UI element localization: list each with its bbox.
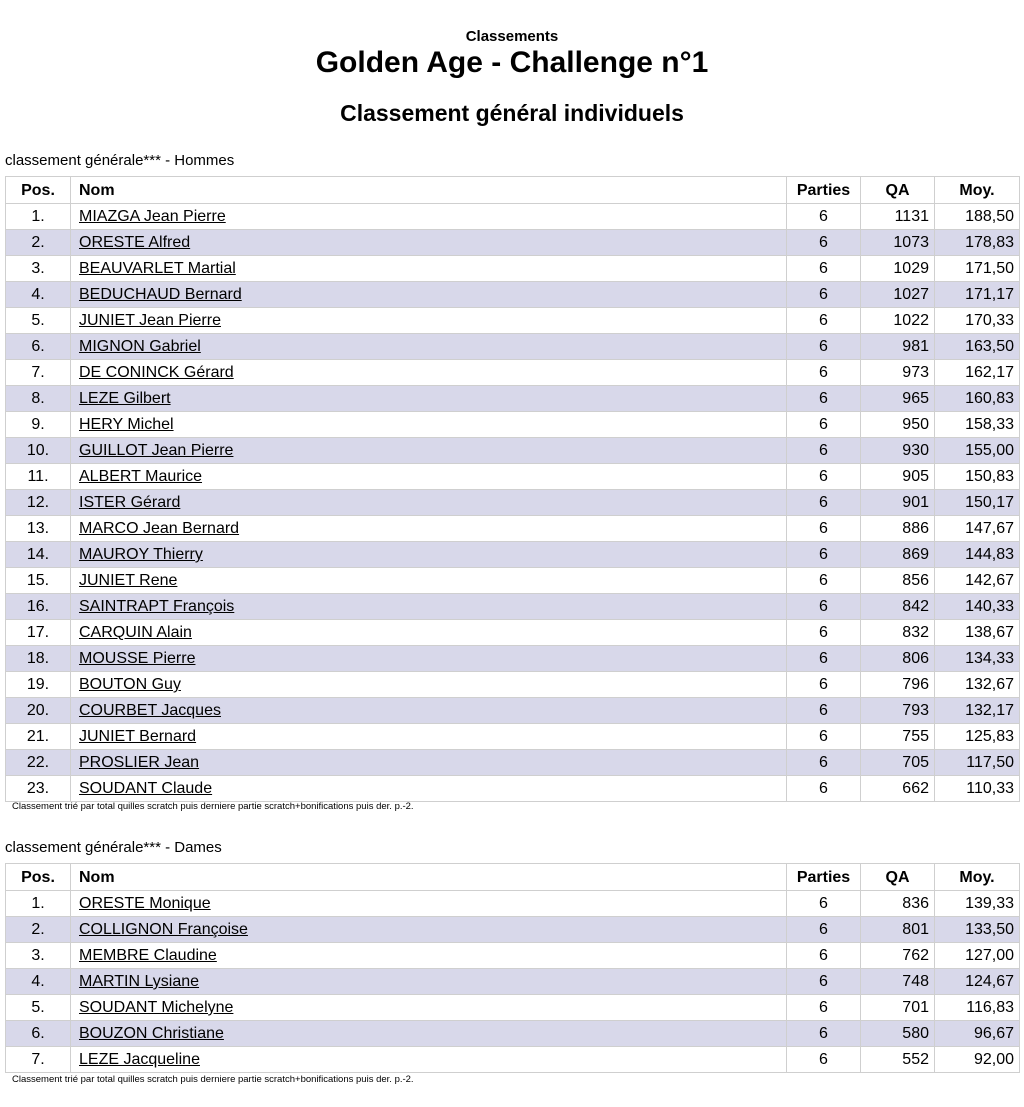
table-row: [6, 204, 1020, 230]
cell-nom: [71, 1047, 787, 1073]
table-row: [6, 542, 1020, 568]
cell-qa: 662: [861, 776, 935, 802]
player-link[interactable]: MOUSSE Pierre: [79, 650, 196, 667]
table-row: [6, 412, 1020, 438]
cell-moy: 139,33: [935, 891, 1020, 917]
player-link[interactable]: BEDUCHAUD Bernard: [79, 286, 242, 303]
cell-qa: 886: [861, 516, 935, 542]
cell-moy: 171,50: [935, 256, 1020, 282]
cell-qa: 1073: [861, 230, 935, 256]
cell-nom: [71, 334, 787, 360]
cell-parties: 6: [787, 204, 861, 230]
cell-pos: 17.: [6, 620, 71, 646]
table-row: [6, 464, 1020, 490]
cell-parties: 6: [787, 917, 861, 943]
cell-moy: 171,17: [935, 282, 1020, 308]
cell-parties: 6: [787, 1021, 861, 1047]
cell-parties: 6: [787, 620, 861, 646]
cell-pos: 2.: [6, 917, 71, 943]
table-row: [6, 724, 1020, 750]
cell-moy: 155,00: [935, 438, 1020, 464]
cell-pos: 23.: [6, 776, 71, 802]
table-row: [6, 776, 1020, 802]
table-row: [6, 620, 1020, 646]
cell-parties: 6: [787, 438, 861, 464]
cell-nom: [71, 750, 787, 776]
cell-qa: 905: [861, 464, 935, 490]
table-row: [6, 516, 1020, 542]
player-link[interactable]: LEZE Jacqueline: [79, 1051, 200, 1068]
cell-qa: 762: [861, 943, 935, 969]
col-header-parties[interactable]: Parties: [787, 864, 861, 891]
table-row: [6, 594, 1020, 620]
table-row: [6, 891, 1020, 917]
table-row: [6, 943, 1020, 969]
table-row: [6, 438, 1020, 464]
cell-moy: 158,33: [935, 412, 1020, 438]
col-header-qa[interactable]: QA: [861, 177, 935, 204]
cell-parties: 6: [787, 594, 861, 620]
player-link[interactable]: DE CONINCK Gérard: [79, 364, 234, 381]
table-row: [6, 334, 1020, 360]
cell-nom: [71, 568, 787, 594]
cell-nom: [71, 724, 787, 750]
table-row: [6, 490, 1020, 516]
cell-nom: [71, 308, 787, 334]
cell-moy: 144,83: [935, 542, 1020, 568]
cell-moy: 150,17: [935, 490, 1020, 516]
cell-nom: [71, 646, 787, 672]
cell-qa: 930: [861, 438, 935, 464]
cell-parties: 6: [787, 516, 861, 542]
cell-pos: 8.: [6, 386, 71, 412]
cell-qa: 755: [861, 724, 935, 750]
cell-pos: 6.: [6, 334, 71, 360]
cell-parties: 6: [787, 969, 861, 995]
table-row: [6, 698, 1020, 724]
cell-parties: 6: [787, 230, 861, 256]
player-link[interactable]: BOUTON Guy: [79, 676, 181, 693]
cell-parties: 6: [787, 360, 861, 386]
cell-parties: 6: [787, 282, 861, 308]
cell-moy: 178,83: [935, 230, 1020, 256]
cell-qa: 842: [861, 594, 935, 620]
table-row: [6, 969, 1020, 995]
cell-pos: 13.: [6, 516, 71, 542]
cell-pos: 16.: [6, 594, 71, 620]
cell-qa: 950: [861, 412, 935, 438]
cell-qa: 1027: [861, 282, 935, 308]
cell-pos: 5.: [6, 308, 71, 334]
cell-qa: 552: [861, 1047, 935, 1073]
table-row: [6, 230, 1020, 256]
section-label-hommes: classement générale*** - Hommes: [5, 152, 235, 169]
cell-pos: 7.: [6, 360, 71, 386]
player-link[interactable]: CARQUIN Alain: [79, 624, 192, 641]
table-row: [6, 568, 1020, 594]
cell-pos: 6.: [6, 1021, 71, 1047]
cell-nom: [71, 917, 787, 943]
cell-nom: [71, 672, 787, 698]
cell-parties: 6: [787, 672, 861, 698]
cell-parties: 6: [787, 256, 861, 282]
cell-moy: 110,33: [935, 776, 1020, 802]
cell-nom: [71, 412, 787, 438]
player-link[interactable]: JUNIET Bernard: [79, 728, 197, 745]
cell-moy: 117,50: [935, 750, 1020, 776]
player-link[interactable]: MARTIN Lysiane: [79, 973, 200, 990]
cell-parties: 6: [787, 995, 861, 1021]
player-link[interactable]: MAUROY Thierry: [79, 546, 203, 563]
table-header-row: [6, 864, 1020, 891]
cell-nom: [71, 386, 787, 412]
player-link[interactable]: MARCO Jean Bernard: [79, 520, 240, 537]
cell-parties: 6: [787, 1047, 861, 1073]
cell-nom: [71, 891, 787, 917]
cell-parties: 6: [787, 750, 861, 776]
cell-qa: 701: [861, 995, 935, 1021]
cell-moy: 188,50: [935, 204, 1020, 230]
cell-qa: 832: [861, 620, 935, 646]
cell-moy: 138,67: [935, 620, 1020, 646]
cell-pos: 14.: [6, 542, 71, 568]
cell-qa: 965: [861, 386, 935, 412]
cell-parties: 6: [787, 568, 861, 594]
cell-moy: 125,83: [935, 724, 1020, 750]
cell-moy: 92,00: [935, 1047, 1020, 1073]
col-header-moy[interactable]: Moy.: [935, 864, 1020, 891]
cell-nom: [71, 256, 787, 282]
player-link[interactable]: PROSLIER Jean: [79, 754, 200, 771]
cell-moy: 124,67: [935, 969, 1020, 995]
player-link[interactable]: COURBET Jacques: [79, 702, 221, 719]
cell-parties: 6: [787, 412, 861, 438]
cell-pos: 18.: [6, 646, 71, 672]
table-header-row: [6, 177, 1020, 204]
player-link[interactable]: ISTER Gérard: [79, 494, 181, 511]
cell-parties: 6: [787, 776, 861, 802]
cell-qa: 580: [861, 1021, 935, 1047]
col-header-qa[interactable]: QA: [861, 864, 935, 891]
cell-parties: 6: [787, 943, 861, 969]
table-row: [6, 750, 1020, 776]
player-link[interactable]: GUILLOT Jean Pierre: [79, 442, 234, 459]
table-row: [6, 282, 1020, 308]
col-header-moy[interactable]: Moy.: [935, 177, 1020, 204]
cell-nom: [71, 542, 787, 568]
player-link[interactable]: ORESTE Alfred: [79, 234, 191, 251]
cell-qa: 705: [861, 750, 935, 776]
cell-pos: 5.: [6, 995, 71, 1021]
section-label-dames: classement générale*** - Dames: [5, 839, 222, 856]
cell-moy: 170,33: [935, 308, 1020, 334]
col-header-nom[interactable]: Nom: [71, 177, 787, 204]
ranking-table-dames: [5, 863, 1020, 1073]
cell-moy: 142,67: [935, 568, 1020, 594]
cell-parties: 6: [787, 724, 861, 750]
cell-qa: 1029: [861, 256, 935, 282]
cell-pos: 2.: [6, 230, 71, 256]
table-row: [6, 672, 1020, 698]
cell-parties: 6: [787, 698, 861, 724]
cell-pos: 1.: [6, 891, 71, 917]
cell-pos: 4.: [6, 969, 71, 995]
player-link[interactable]: ALBERT Maurice: [79, 468, 203, 485]
cell-nom: [71, 943, 787, 969]
table-row: [6, 1047, 1020, 1073]
cell-qa: 1131: [861, 204, 935, 230]
cell-moy: 163,50: [935, 334, 1020, 360]
cell-moy: 134,33: [935, 646, 1020, 672]
cell-moy: 150,83: [935, 464, 1020, 490]
col-header-pos[interactable]: Pos.: [6, 864, 71, 891]
cell-nom: [71, 230, 787, 256]
col-header-nom[interactable]: Nom: [71, 864, 787, 891]
cell-parties: 6: [787, 542, 861, 568]
cell-moy: 127,00: [935, 943, 1020, 969]
col-header-pos[interactable]: Pos.: [6, 177, 71, 204]
cell-nom: [71, 204, 787, 230]
cell-pos: 15.: [6, 568, 71, 594]
player-link[interactable]: ORESTE Monique: [79, 895, 211, 912]
cell-moy: 133,50: [935, 917, 1020, 943]
page-title: Golden Age - Challenge n°1: [315, 46, 709, 79]
cell-moy: 162,17: [935, 360, 1020, 386]
player-link[interactable]: JUNIET Rene: [79, 572, 178, 589]
cell-qa: 806: [861, 646, 935, 672]
cell-qa: 836: [861, 891, 935, 917]
cell-pos: 7.: [6, 1047, 71, 1073]
player-link[interactable]: BOUZON Christiane: [79, 1025, 224, 1042]
cell-moy: 132,67: [935, 672, 1020, 698]
cell-moy: 160,83: [935, 386, 1020, 412]
cell-nom: [71, 995, 787, 1021]
cell-pos: 20.: [6, 698, 71, 724]
table-row: [6, 308, 1020, 334]
col-header-parties[interactable]: Parties: [787, 177, 861, 204]
page-kicker: Classements: [465, 28, 559, 45]
table-row: [6, 386, 1020, 412]
cell-pos: 19.: [6, 672, 71, 698]
cell-pos: 1.: [6, 204, 71, 230]
cell-qa: 796: [861, 672, 935, 698]
cell-nom: [71, 360, 787, 386]
table-row: [6, 360, 1020, 386]
cell-qa: 801: [861, 917, 935, 943]
cell-moy: 132,17: [935, 698, 1020, 724]
cell-nom: [71, 776, 787, 802]
table-row: [6, 917, 1020, 943]
cell-qa: 869: [861, 542, 935, 568]
cell-moy: 147,67: [935, 516, 1020, 542]
player-link[interactable]: LEZE Gilbert: [79, 390, 171, 407]
cell-parties: 6: [787, 490, 861, 516]
cell-qa: 981: [861, 334, 935, 360]
cell-nom: [71, 1021, 787, 1047]
cell-parties: 6: [787, 334, 861, 360]
player-link[interactable]: MEMBRE Claudine: [79, 947, 217, 964]
cell-pos: 11.: [6, 464, 71, 490]
player-link[interactable]: SOUDANT Michelyne: [79, 999, 234, 1016]
table-row: [6, 1021, 1020, 1047]
cell-qa: 856: [861, 568, 935, 594]
cell-pos: 21.: [6, 724, 71, 750]
cell-nom: [71, 490, 787, 516]
cell-nom: [71, 969, 787, 995]
ranking-table-hommes: [5, 176, 1020, 802]
cell-parties: 6: [787, 646, 861, 672]
cell-nom: [71, 282, 787, 308]
cell-nom: [71, 594, 787, 620]
player-link[interactable]: JUNIET Jean Pierre: [79, 312, 221, 329]
cell-pos: 22.: [6, 750, 71, 776]
cell-pos: 12.: [6, 490, 71, 516]
sort-note-dames: Classement trié par total quilles scratch puis derniere partie scratch+bonifications puis der. p.-2.: [12, 1074, 414, 1085]
cell-nom: [71, 698, 787, 724]
cell-parties: 6: [787, 308, 861, 334]
cell-parties: 6: [787, 891, 861, 917]
cell-parties: 6: [787, 386, 861, 412]
cell-qa: 973: [861, 360, 935, 386]
cell-nom: [71, 464, 787, 490]
cell-pos: 3.: [6, 256, 71, 282]
player-link[interactable]: MIAZGA Jean Pierre: [79, 208, 226, 225]
cell-nom: [71, 620, 787, 646]
player-link[interactable]: SOUDANT Claude: [79, 780, 213, 797]
cell-pos: 4.: [6, 282, 71, 308]
cell-parties: 6: [787, 464, 861, 490]
cell-nom: [71, 516, 787, 542]
cell-pos: 3.: [6, 943, 71, 969]
sort-note-hommes: Classement trié par total quilles scratch puis derniere partie scratch+bonifications puis der. p.-2.: [12, 801, 414, 812]
table-row: [6, 995, 1020, 1021]
player-link[interactable]: SAINTRAPT François: [79, 598, 235, 615]
cell-qa: 793: [861, 698, 935, 724]
player-link[interactable]: HERY Michel: [79, 416, 174, 433]
player-link[interactable]: COLLIGNON Françoise: [79, 921, 248, 938]
player-link[interactable]: MIGNON Gabriel: [79, 338, 201, 355]
cell-moy: 116,83: [935, 995, 1020, 1021]
cell-moy: 96,67: [935, 1021, 1020, 1047]
cell-qa: 748: [861, 969, 935, 995]
table-row: [6, 646, 1020, 672]
cell-pos: 10.: [6, 438, 71, 464]
cell-pos: 9.: [6, 412, 71, 438]
cell-moy: 140,33: [935, 594, 1020, 620]
cell-nom: [71, 438, 787, 464]
player-link[interactable]: BEAUVARLET Martial: [79, 260, 236, 277]
table-row: [6, 256, 1020, 282]
cell-qa: 901: [861, 490, 935, 516]
cell-qa: 1022: [861, 308, 935, 334]
page-subtitle: Classement général individuels: [340, 100, 684, 126]
